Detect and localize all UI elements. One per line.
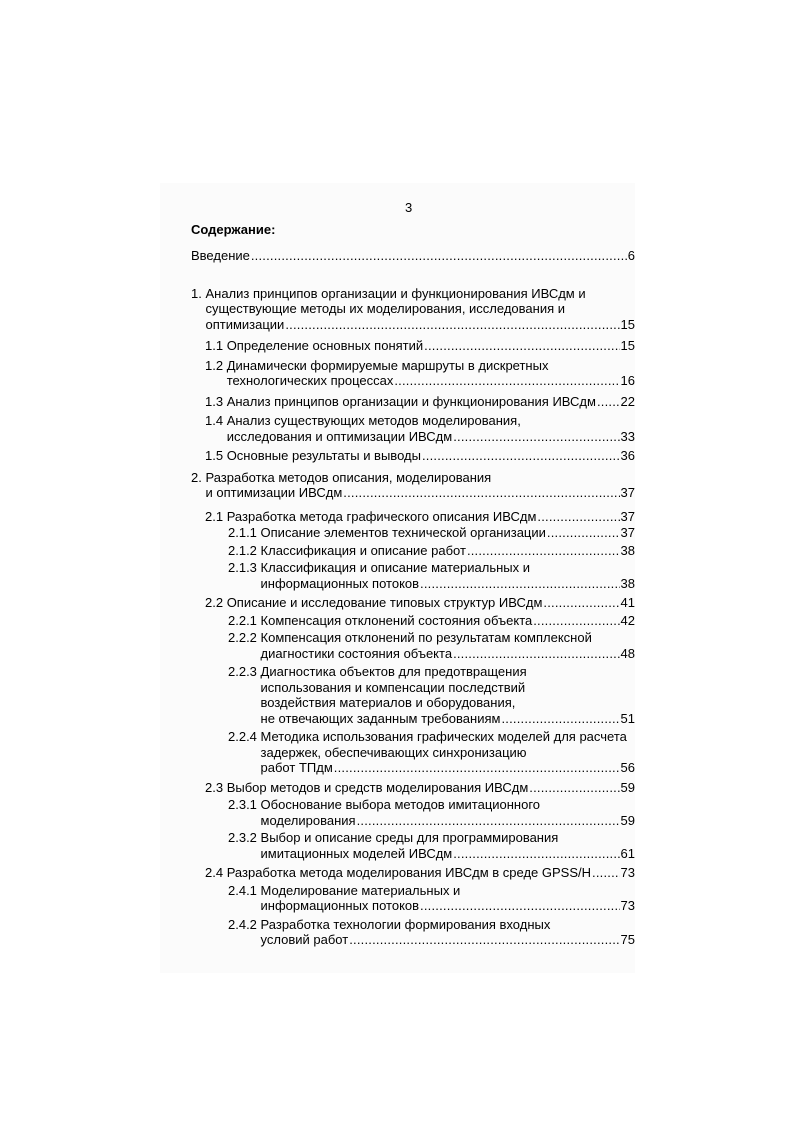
toc-entry-page: 33	[620, 428, 635, 444]
toc-entry	[191, 470, 635, 501]
toc-entry-page: 6	[627, 248, 635, 263]
toc-entry-title: Основные результаты и выводы	[226, 448, 421, 463]
toc-entry-number: 2.3.1	[228, 797, 261, 812]
toc-entry-line: существующие методы их моделирования, исследования и	[205, 301, 565, 316]
toc-title: Содержание:	[191, 222, 276, 237]
toc-entry-text	[227, 358, 635, 389]
toc-entry-text	[261, 797, 635, 828]
dot-leader	[597, 394, 620, 410]
toc-entry-text	[227, 865, 635, 881]
dot-leader	[420, 898, 619, 914]
toc-entry-title: работ ТПдм	[260, 760, 333, 775]
dot-leader	[529, 780, 619, 796]
toc-entry-title: информационных потоков	[260, 898, 420, 913]
toc-entry-leader-line	[227, 429, 635, 445]
toc-entry	[191, 543, 635, 559]
toc-entry-page: 75	[620, 932, 635, 947]
toc-entry-leader-line	[191, 248, 635, 264]
toc-entry-text	[261, 525, 635, 541]
toc-entry-page: 48	[620, 645, 635, 661]
toc-entry-page: 42	[620, 612, 635, 628]
toc-entry-number: 2.4	[205, 865, 227, 880]
toc-entry-title: имитационных моделей ИВСдм	[260, 845, 453, 861]
toc-entry-number: 2.	[191, 469, 206, 485]
toc-entry	[191, 394, 635, 410]
toc-entry	[191, 413, 635, 444]
toc-entry-number: 1.5	[205, 448, 227, 463]
dot-leader	[394, 373, 619, 389]
toc-entry-title: оптимизации	[205, 316, 285, 332]
toc-entry-title: исследования и оптимизации ИВСдм	[226, 428, 453, 444]
toc-entry	[191, 613, 635, 629]
toc-entry-number: 2.1	[205, 508, 227, 524]
toc-entry-leader-line	[227, 595, 635, 611]
toc-entry-leader-line	[261, 898, 635, 914]
toc-entry-text	[227, 413, 635, 444]
toc-entry	[191, 780, 635, 796]
toc-entry-page: 37	[620, 485, 635, 500]
toc-entry	[191, 448, 635, 464]
dot-leader	[533, 613, 619, 629]
toc-entry-text	[227, 448, 635, 464]
toc-entry-page: 15	[620, 338, 635, 353]
toc-entry-page: 59	[620, 812, 635, 828]
toc-entry-line: Классификация и описание материальных и	[260, 560, 531, 575]
toc-entry-page: 38	[620, 575, 635, 591]
toc-entry-leader-line	[261, 646, 635, 662]
toc-entry-title: Разработка метода моделирования ИВСдм в среде GPSS/H	[226, 865, 592, 880]
toc-entry-title: Описание и исследование типовых структур ИВСдм	[226, 595, 543, 610]
toc-entry	[191, 338, 635, 354]
toc-entry	[191, 248, 635, 264]
toc-entry-leader-line	[261, 543, 635, 559]
toc-entry-title: Разработка метода графического описания ИВСдм	[226, 508, 537, 524]
toc-entry-title: диагностики состояния объекта	[260, 645, 453, 661]
toc-entry-page: 38	[620, 542, 635, 558]
toc-entry-page: 59	[620, 779, 635, 795]
toc-entry-page: 36	[620, 448, 635, 463]
toc-entry-text	[191, 248, 635, 264]
toc-entry-number: 1.1	[205, 338, 227, 353]
toc-entry-text	[205, 470, 635, 501]
dot-leader	[467, 543, 620, 559]
dot-leader	[501, 711, 619, 727]
toc-entry-number: 2.1.3	[228, 560, 261, 575]
toc-entry-text	[227, 595, 635, 611]
toc-entry	[191, 509, 635, 525]
toc-entry-line: Выбор и описание среды для программирования	[260, 830, 559, 845]
toc-entry-number: 2.4.2	[228, 916, 261, 932]
toc-entry-text	[261, 830, 635, 861]
toc-entry-number: 1.2	[205, 357, 227, 373]
toc-entry-text	[261, 560, 635, 591]
dot-leader	[453, 846, 619, 862]
toc-entry-line: воздействия материалов и оборудования,	[260, 695, 516, 710]
dot-leader	[349, 932, 619, 948]
toc-entry-line: Динамически формируемые маршруты в дискретных	[226, 357, 549, 373]
toc-entry-title: Анализ принципов организации и функционирования ИВСдм	[226, 393, 596, 409]
toc-entry-text	[261, 729, 635, 776]
dot-leader	[592, 865, 620, 881]
toc-entry-title: Компенсация отклонений состояния объекта	[260, 612, 533, 628]
toc-entry-text	[261, 664, 635, 726]
toc-entry-page: 37	[620, 525, 635, 540]
toc-entry-page: 51	[620, 710, 635, 726]
toc-entry-text	[227, 780, 635, 796]
dot-leader	[453, 429, 619, 445]
toc-entry-number: 2.2.3	[228, 664, 261, 679]
toc-entry-page: 73	[620, 865, 635, 880]
toc-entry	[191, 729, 635, 776]
toc-entry	[191, 797, 635, 828]
toc-entry-leader-line	[205, 485, 635, 501]
toc-entry-title: Введение	[191, 248, 250, 263]
toc-entry-leader-line	[227, 509, 635, 525]
toc-entry-line: Обоснование выбора методов имитационного	[260, 797, 541, 812]
toc-entry-number: 2.2.4	[228, 729, 261, 744]
toc-entry	[191, 560, 635, 591]
toc-entry-page: 73	[620, 898, 635, 913]
dot-leader	[251, 248, 627, 264]
toc-entry	[191, 286, 635, 333]
toc-entry-leader-line	[261, 813, 635, 829]
toc-entry-line: Разработка технологии формирования входных	[260, 916, 551, 932]
toc-entry-line: Диагностика объектов для предотвращения	[260, 664, 527, 679]
dot-leader	[422, 448, 620, 464]
dot-leader	[285, 317, 619, 333]
toc-entry-number: 2.2	[205, 595, 227, 610]
dot-leader	[420, 576, 619, 592]
toc-entry-leader-line	[227, 865, 635, 881]
toc-entry-number: 2.4.1	[228, 882, 261, 898]
toc-entry	[191, 917, 635, 948]
toc-entry-line: использования и компенсации последствий	[260, 679, 526, 695]
toc-entry-title: Выбор методов и средств моделирования ИВСдм	[226, 779, 529, 795]
toc-entry-page: 22	[620, 393, 635, 409]
toc-entry	[191, 595, 635, 611]
toc-entry-page: 16	[620, 373, 635, 388]
table-of-contents	[191, 248, 635, 948]
toc-entry-page: 41	[620, 595, 635, 610]
toc-entry-title: информационных потоков	[260, 575, 420, 591]
toc-entry-leader-line	[227, 780, 635, 796]
dot-leader	[453, 646, 619, 662]
dot-leader	[357, 813, 620, 829]
toc-entry-text	[261, 917, 635, 948]
toc-entry-line: Анализ существующих методов моделирования,	[226, 413, 521, 428]
toc-entry-text	[227, 509, 635, 525]
toc-entry-leader-line	[227, 394, 635, 410]
toc-entry-text	[227, 338, 635, 354]
dot-leader	[334, 760, 620, 776]
toc-entry-number: 2.1.1	[228, 525, 261, 540]
toc-entry-leader-line	[261, 932, 635, 948]
toc-entry-title: Описание элементов технической организации	[260, 525, 546, 540]
dot-leader	[424, 338, 619, 354]
toc-entry	[191, 630, 635, 661]
toc-entry-page: 15	[620, 316, 635, 332]
toc-entry-number: 2.3.2	[228, 830, 261, 845]
toc-entry-leader-line	[261, 576, 635, 592]
toc-entry-text	[261, 883, 635, 914]
toc-entry	[191, 883, 635, 914]
toc-entry-number: 2.3	[205, 779, 227, 795]
toc-entry	[191, 358, 635, 389]
toc-entry-number: 2.1.2	[228, 542, 261, 558]
toc-entry-page: 61	[620, 845, 635, 861]
toc-entry-title: условий работ	[260, 932, 349, 947]
dot-leader	[343, 485, 619, 501]
toc-entry-leader-line	[261, 613, 635, 629]
toc-entry-leader-line	[227, 373, 635, 389]
toc-entry-page: 37	[620, 508, 635, 524]
toc-entry-leader-line	[261, 760, 635, 776]
toc-entry-text	[205, 286, 635, 333]
toc-entry-title: Определение основных понятий	[226, 338, 424, 353]
toc-entry-line: Методика использования графических моделей для расчета	[260, 729, 627, 744]
toc-entry-leader-line	[227, 338, 635, 354]
toc-entry-number: 1.3	[205, 393, 227, 409]
toc-entry	[191, 830, 635, 861]
dot-leader	[543, 595, 619, 611]
toc-entry-text	[261, 543, 635, 559]
toc-entry	[191, 525, 635, 541]
toc-entry-text	[227, 394, 635, 410]
toc-entry-number: 2.2.2	[228, 630, 261, 645]
toc-entry	[191, 865, 635, 881]
toc-entry-title: Классификация и описание работ	[260, 542, 466, 558]
toc-entry-leader-line	[227, 448, 635, 464]
toc-entry-page: 56	[620, 760, 635, 775]
toc-entry	[191, 664, 635, 726]
toc-entry-title: не отвечающих заданным требованиям	[260, 710, 501, 726]
toc-entry-text	[261, 630, 635, 661]
toc-entry-title: и оптимизации ИВСдм	[205, 485, 343, 500]
dot-leader	[537, 509, 619, 525]
toc-entry-leader-line	[261, 711, 635, 727]
toc-entry-line: Компенсация отклонений по результатам комплексной	[260, 630, 592, 645]
toc-entry-line: Моделирование материальных и	[260, 882, 461, 898]
page-number: 3	[405, 200, 413, 215]
toc-entry-line: Анализ принципов организации и функционирования ИВСдм и	[205, 285, 586, 301]
toc-entry-line: Разработка методов описания, моделирования	[205, 469, 492, 485]
toc-entry-number: 1.	[191, 285, 206, 301]
toc-entry-title: моделирования	[260, 812, 356, 828]
toc-entry-number: 1.4	[205, 413, 227, 428]
toc-entry-title: технологических процессах	[226, 373, 394, 388]
toc-entry-text	[261, 613, 635, 629]
toc-entry-number: 2.2.1	[228, 612, 261, 628]
toc-entry-leader-line	[205, 317, 635, 333]
toc-entry-leader-line	[261, 846, 635, 862]
toc-entry-line: задержек, обеспечивающих синхронизацию	[260, 744, 527, 760]
dot-leader	[547, 525, 620, 541]
toc-entry-leader-line	[261, 525, 635, 541]
